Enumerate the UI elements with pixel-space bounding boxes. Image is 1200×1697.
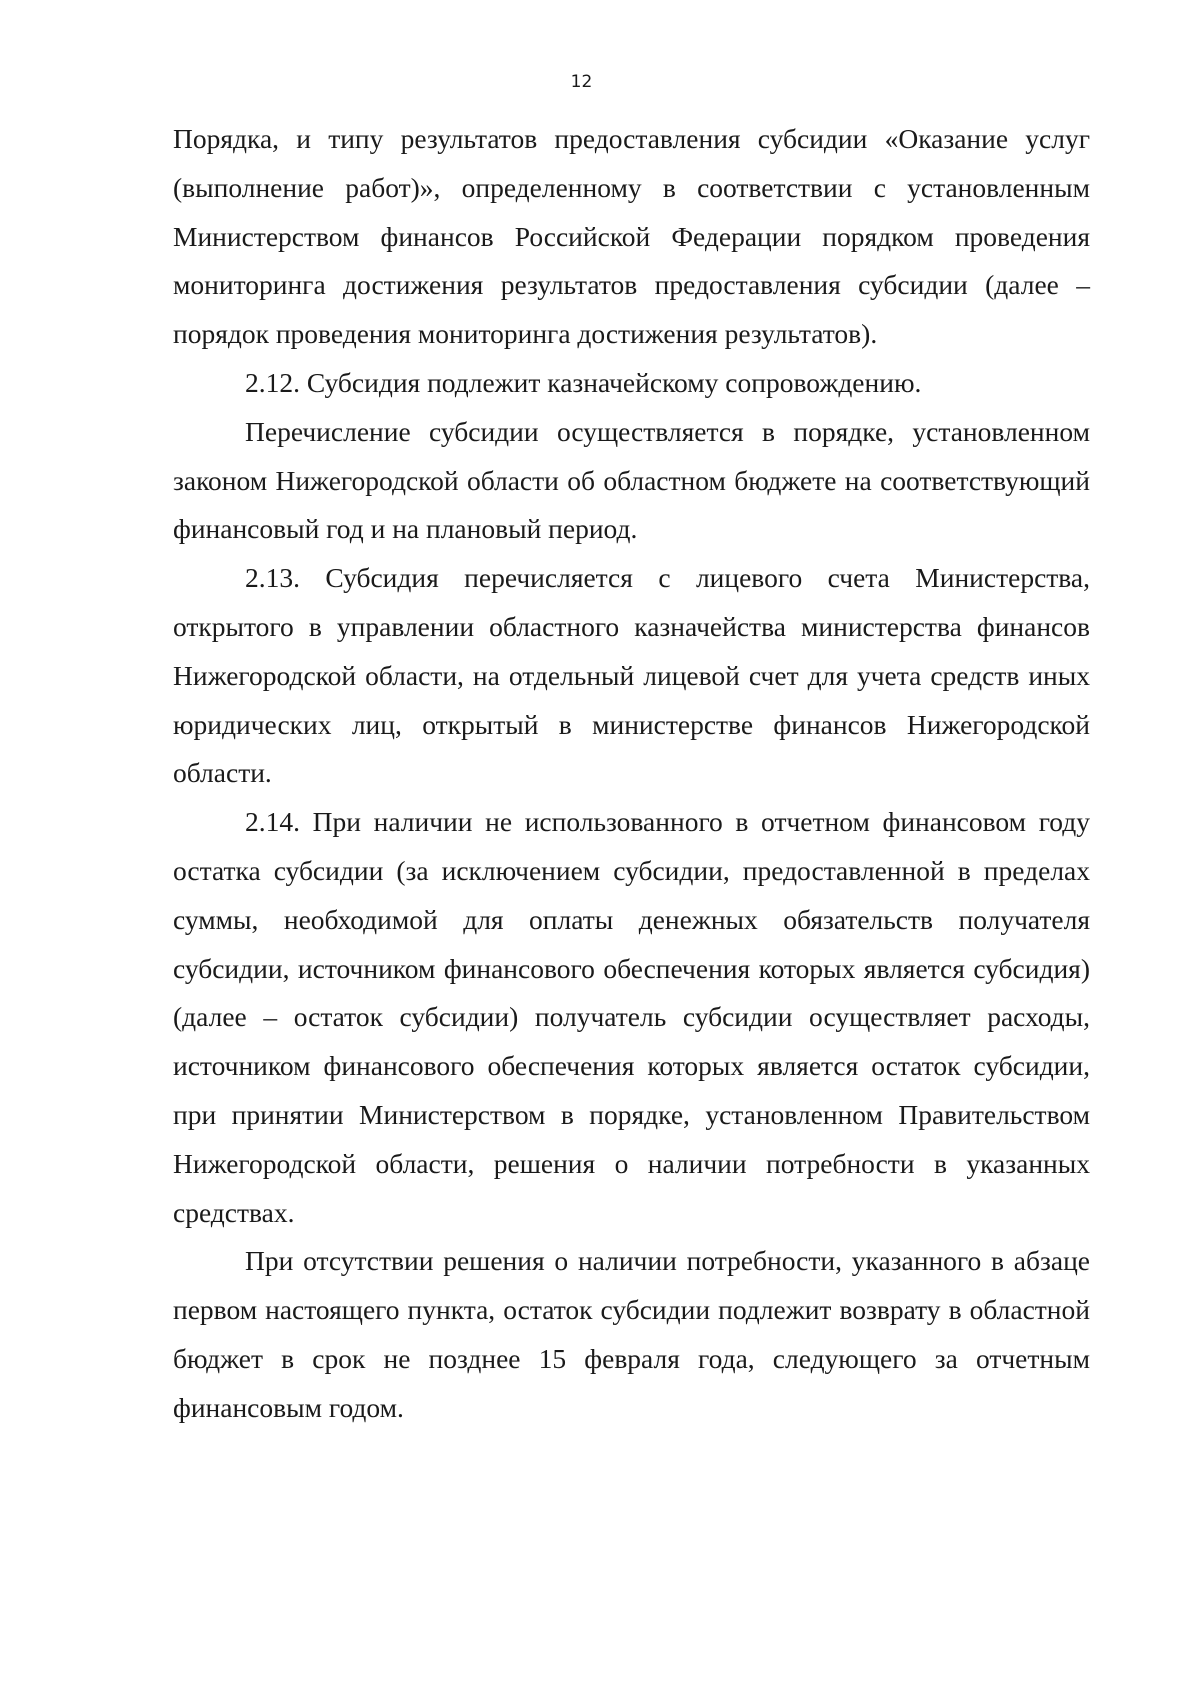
paragraph-transfer-order: Перечисление субсидии осуществляется в порядке, установленном законом Нижегородской области об областном бюджете на соответствующий финансовый год и на плановый период. — [173, 415, 1090, 545]
paragraph-2-14: 2.14. При наличии не использованного в отчетном финансовом году остатка субсидии (за исключением субсидии, предоставленной в пределах суммы, необходимой для оплаты денежных обязательств получателя субсидии, источником финансового обеспечения которых является субсидия) (далее – остаток субсидии) получатель субсидии осуществляет расходы, источником финансового обеспечения которых является остаток субсидии, при принятии Министерством в порядке, установленном Правительством Нижегородской области, решения о наличии потребности в указанных средствах. — [173, 806, 1090, 1228]
page-number: 12 — [570, 72, 593, 92]
paragraph-continuation: Порядка, и типу результатов предоставления субсидии «Оказание услуг (выполнение работ)», определенному в соответствии с установленным Министерством финансов Российской Федерации порядком проведения мониторинга достижения результатов предоставления субсидии (далее – порядок проведения мониторинга достижения результатов). — [173, 123, 1090, 350]
document-body — [173, 115, 1090, 1433]
paragraph-refund: При отсутствии решения о наличии потребности, указанного в абзаце первом настоящего пункта, остаток субсидии подлежит возврату в областной бюджет в срок не позднее 15 февраля года, следующего за отчетным финансовым годом. — [173, 1245, 1090, 1423]
paragraph-2-13: 2.13. Субсидия перечисляется с лицевого счета Министерства, открытого в управлении областного казначейства министерства финансов Нижегородской области, на отдельный лицевой счет для учета средств иных юридических лиц, открытый в министерстве финансов Нижегородской области. — [173, 562, 1090, 789]
paragraph-2-12: 2.12. Субсидия подлежит казначейскому сопровождению. — [245, 366, 922, 398]
